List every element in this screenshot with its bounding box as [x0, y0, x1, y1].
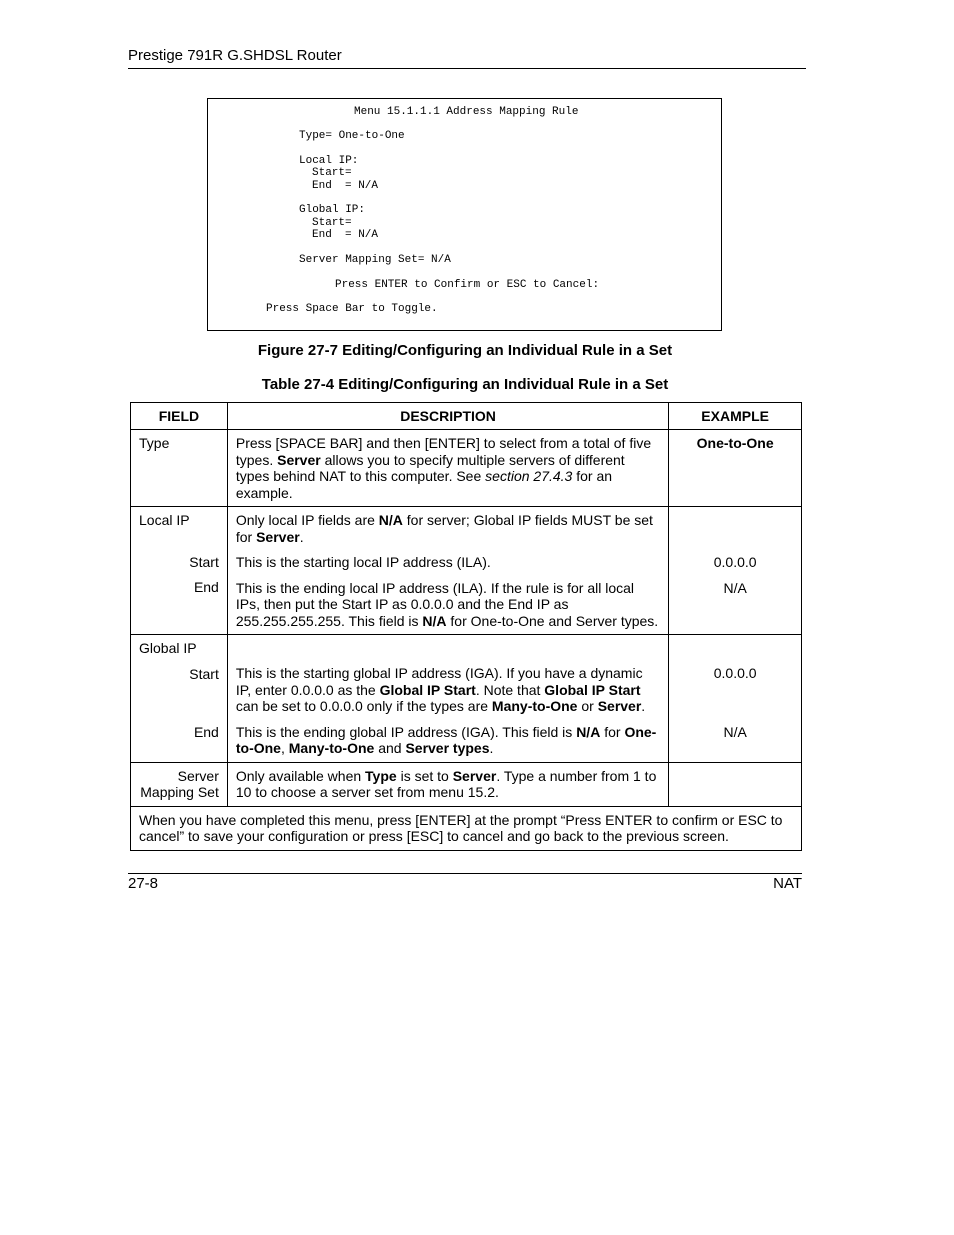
table-caption: Table 27-4 Editing/Configuring an Individual Rule in a Set [261, 376, 669, 393]
field-cell [131, 635, 228, 763]
terminal-menu-title: Menu 15.1.1.1 Address Mapping Rule [354, 106, 579, 118]
table-header-row [131, 403, 802, 430]
desc-text: , [280, 740, 289, 756]
desc-bold-text: N/A [422, 612, 447, 629]
desc-bold-text: Server [256, 528, 300, 545]
desc-text: for [600, 723, 625, 740]
desc-text: This is the ending local IP address (ILA). If the rule is for all local IPs, then put the Start IP as 0.0.0.0 and the End IP as 255.255.255.255. This field is [235, 579, 635, 629]
desc-text: allows you to specify multiple servers of different types behind NAT to this computer. See [235, 451, 625, 484]
desc-text: for an example. [235, 468, 613, 501]
field-global-end-label: End [193, 724, 219, 740]
footer-note-text: When you have completed this menu, press [ENTER] at the prompt “Press ENTER to confirm or ESC to cancel” to save your configuration or press [ESC] to cancel and go back to the previous screen. [139, 811, 783, 844]
type-example: One-to-One [696, 435, 774, 451]
global-start-description [236, 665, 660, 715]
desc-bold-text: Server types [405, 740, 490, 756]
table-row-server-mapping-set [131, 762, 802, 806]
column-header-field: FIELD [131, 403, 228, 430]
rule-fields-table [130, 402, 802, 851]
field-global-start-label: Start [189, 665, 219, 682]
desc-bold-text: Server [277, 451, 321, 468]
example-cell [669, 762, 802, 806]
desc-text: . Note that [475, 681, 545, 698]
field-server-label: Server [177, 767, 219, 784]
column-header-description: DESCRIPTION [227, 403, 668, 430]
terminal-global-ip-line: Global IP: [299, 204, 366, 216]
description-cell [227, 635, 668, 763]
desc-bold-text: Many-to-One [288, 740, 375, 756]
field-cell [131, 430, 228, 507]
page-header-title: Prestige 791R G.SHDSL Router [128, 47, 342, 64]
table-row-global-ip [131, 635, 802, 763]
desc-text: for server; Global IP fields MUST be set for [235, 512, 653, 545]
field-local-start-label: Start [189, 553, 219, 570]
terminal-local-start-line: Start= [312, 167, 352, 179]
local-start-example: 0.0.0.0 [713, 554, 757, 570]
example-cell [669, 507, 802, 635]
global-start-example: 0.0.0.0 [713, 665, 757, 681]
desc-text: . [489, 740, 494, 756]
desc-bold-text: Global IP Start [379, 681, 476, 698]
type-description [228, 430, 668, 506]
local-start-description: This is the starting local IP address (ILA). [235, 554, 491, 570]
desc-bold-text: N/A [576, 723, 601, 740]
desc-text: or [577, 698, 598, 714]
desc-text: Press [SPACE BAR] and then [ENTER] to select from a total of five types. [235, 435, 652, 468]
terminal-screen-figure [207, 98, 722, 331]
terminal-server-mapping-line: Server Mapping Set= N/A [299, 254, 451, 266]
terminal-type-line: Type= One-to-One [299, 130, 405, 142]
desc-text: Only available when [235, 767, 366, 784]
server-mapping-example [669, 763, 801, 773]
global-end-description [236, 724, 660, 757]
description-cell [227, 507, 668, 635]
terminal-toggle-hint: Press Space Bar to Toggle. [266, 303, 438, 315]
field-local-ip-label: Local IP [139, 512, 190, 528]
column-header-example: EXAMPLE [669, 403, 802, 430]
desc-bold-text: Many-to-One [491, 698, 578, 714]
desc-text: This is the ending global IP address (IGA). This field is [235, 723, 577, 740]
page-number: 27-8 [128, 875, 159, 892]
table-row-type [131, 430, 802, 507]
field-global-ip-label: Global IP [139, 640, 197, 656]
section-reference: section 27.4.3 [485, 468, 573, 484]
example-cell [669, 635, 802, 763]
local-ip-description [236, 512, 660, 545]
field-mapping-set-label: Mapping Set [140, 784, 219, 800]
desc-text: and [374, 740, 406, 756]
desc-bold-text: Global IP Start [544, 681, 641, 698]
desc-bold-text: One-to-One [235, 723, 657, 756]
terminal-confirm-prompt: Press ENTER to Confirm or ESC to Cancel: [335, 279, 600, 291]
desc-text: This is the starting global IP address (IGA). If you have a dynamic IP, enter 0.0.0.0 as the [235, 665, 643, 698]
desc-text: is set to [396, 767, 453, 784]
field-cell [131, 507, 228, 635]
desc-bold-text: Server [452, 767, 497, 784]
server-mapping-description [228, 763, 668, 806]
desc-text: . Type a number from 1 to 10 to choose a server set from menu 15.2. [235, 767, 657, 800]
local-end-description [236, 580, 660, 630]
desc-text: Only local IP fields are [235, 512, 379, 528]
section-name: NAT [773, 875, 802, 892]
local-end-example: N/A [723, 579, 747, 596]
desc-text: . [641, 698, 646, 714]
header-divider [128, 68, 806, 69]
field-cell [131, 762, 228, 806]
field-type-label: Type [139, 435, 170, 451]
desc-bold-text: N/A [378, 512, 403, 528]
desc-text: for One-to-One and Server types. [446, 612, 659, 629]
table-row-local-ip [131, 507, 802, 635]
footer-note-cell [131, 806, 802, 850]
terminal-local-ip-line: Local IP: [299, 155, 359, 167]
description-cell [227, 430, 668, 507]
desc-bold-text: Type [365, 767, 397, 784]
example-cell [669, 430, 802, 507]
global-end-example: N/A [723, 723, 747, 740]
description-cell [227, 762, 668, 806]
figure-caption: Figure 27-7 Editing/Configuring an Individual Rule in a Set [257, 342, 673, 359]
table-row-footer-note [131, 806, 802, 850]
footer-divider [128, 873, 802, 874]
desc-bold-text: Server [597, 698, 642, 714]
desc-text: . [299, 528, 304, 545]
desc-text: can be set to 0.0.0.0 only if the types are [235, 698, 492, 714]
terminal-global-end-line: End = N/A [312, 229, 379, 241]
terminal-global-start-line: Start= [312, 217, 352, 229]
terminal-local-end-line: End = N/A [312, 180, 379, 192]
field-local-end-label: End [193, 579, 219, 595]
